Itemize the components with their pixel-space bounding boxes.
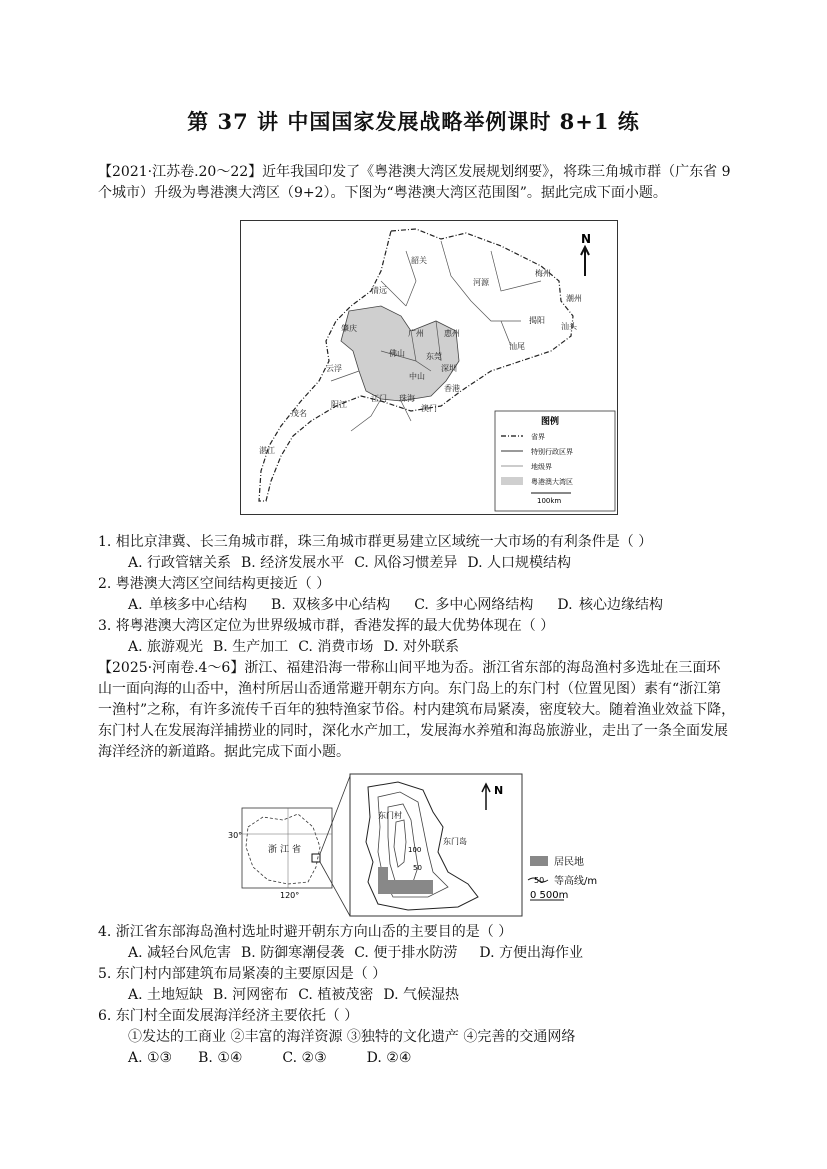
svg-text:地级界: 地级界 — [531, 463, 552, 471]
question-stem: 2. 粤港澳大湾区空间结构更接近（ ） — [98, 576, 331, 592]
svg-text:省界: 省界 — [531, 433, 545, 441]
city-label: 汕头 — [561, 322, 577, 331]
settlement-area — [378, 880, 433, 894]
city-label: 东莞 — [426, 352, 442, 361]
city-label: 潮州 — [566, 294, 582, 303]
city-label: 清远 — [371, 286, 387, 295]
city-label: 香港 — [444, 384, 460, 393]
question-options: A. ①③ B. ①④ C. ②③ D. ②④ — [128, 1050, 412, 1066]
svg-text:省: 省 — [292, 845, 302, 855]
city-label: 茂名 — [291, 409, 307, 418]
question-group-2 — [98, 922, 593, 1069]
settlement-area — [378, 867, 388, 882]
city-label: 韶关 — [411, 256, 427, 265]
svg-text:等高线/m: 等高线/m — [554, 876, 598, 887]
map-svg — [241, 221, 617, 514]
svg-text:浙: 浙 — [268, 845, 278, 855]
city-label: 阳江 — [331, 400, 347, 409]
svg-text:0 500m: 0 500m — [530, 890, 569, 901]
question-options: A. 旅游观光 B. 生产加工 C. 消费市场 D. 对外联系 — [128, 639, 459, 655]
question-stem: 1. 相比京津冀、长三角城市群，珠三角城市群更易建立区域统一大市场的有利条件是（ ） — [98, 534, 653, 550]
question-stem: 6. 东门村全面发展海洋经济主要依托（ ） — [98, 1008, 359, 1024]
svg-text:江: 江 — [280, 845, 290, 855]
city-label: 梅州 — [535, 269, 551, 278]
city-label: 汕尾 — [509, 342, 525, 351]
question-stem: 4. 浙江省东部海岛渔村选址时避开朝东方向山岙的主要目的是（ ） — [98, 924, 513, 940]
city-label: 惠州 — [444, 329, 460, 338]
svg-text:粤港澳大湾区: 粤港澳大湾区 — [531, 478, 573, 486]
svg-text:特别行政区界: 特别行政区界 — [531, 448, 573, 456]
city-label: 佛山 — [389, 349, 405, 358]
question-options: A. 单核多中心结构 B. 双核多中心结构 C. 多中心网络结构 D. 核心边缘结构 — [128, 597, 663, 613]
question-options: A. 土地短缺 B. 河网密布 C. 植被茂密 D. 气候湿热 — [128, 987, 459, 1003]
question-stem: 3. 将粤港澳大湾区定位为世界级城市群，香港发挥的最大优势体现在（ ） — [98, 618, 555, 634]
intro-paragraph-2: 【2025·河南卷.4～6】浙江、福建沿海一带称山间平地为岙。浙江省东部的海岛渔村多选址在三面环 山一面向海的山岙中，渔村所居山岙通常避开朝东方向。东门岛上的东门村（位置见图）素有“浙江第 一渔村”之称，有许多流传千百年的独特渔家节俗。村内建筑布局紧凑，密度较大。随着渔业效益下降， 东门村人在发展海洋捕捞业的同时，深化水产加工，发展海水养殖和海岛旅游业，走出了一条全面发展 海洋经济的新道路。据此完成下面小题。 — [98, 660, 736, 760]
svg-text:东门村: 东门村 — [378, 811, 402, 820]
city-label: 河源 — [473, 278, 489, 287]
question-group-1 — [98, 532, 673, 658]
city-label: 深圳 — [441, 364, 457, 373]
intro-paragraph-1: 【2021·江苏卷.20～22】近年我国印发了《粤港澳大湾区发展规划纲要》，将珠三角城市群（广东省 9 个城市）升级为粤港澳大湾区（9+2）。下图为“粤港澳大湾区范围图”。据此完成下面小题。 — [98, 164, 731, 201]
question-stem: 5. 东门村内部建筑布局紧凑的主要原因是（ ） — [98, 966, 387, 982]
map-legend — [495, 411, 615, 511]
city-label: 肇庆 — [341, 324, 357, 333]
city-label: 中山 — [409, 372, 425, 381]
north-label: N — [494, 784, 504, 797]
question-options: A. 减轻台风危害 B. 防御寒潮侵袭 C. 便于排水防涝 D. 方便出海作业 — [128, 945, 583, 961]
city-label: 湛江 — [259, 446, 275, 455]
north-label: N — [581, 232, 592, 246]
svg-text:100km: 100km — [537, 497, 562, 505]
city-label: 澳门 — [421, 404, 437, 413]
svg-text:图例: 图例 — [541, 417, 560, 427]
north-arrow-icon — [581, 247, 589, 276]
greater-bay-area-map — [240, 220, 618, 515]
question-options: A. 行政管辖关系 B. 经济发展水平 C. 风俗习惯差异 D. 人口规模结构 — [128, 555, 571, 571]
svg-text:120°: 120° — [280, 891, 300, 900]
city-label: 云浮 — [326, 364, 342, 373]
svg-text:50: 50 — [413, 864, 422, 872]
city-label: 广州 — [408, 329, 424, 338]
city-label: 珠海 — [399, 394, 415, 403]
question-statements: ①发达的工商业 ②丰富的海洋资源 ③独特的文化遗产 ④完善的交通网络 — [128, 1029, 576, 1045]
svg-text:30°: 30° — [228, 831, 243, 840]
svg-text:100: 100 — [408, 846, 422, 854]
svg-text:50: 50 — [534, 876, 545, 885]
city-label: 揭阳 — [529, 316, 545, 325]
svg-text:居民地: 居民地 — [554, 857, 584, 868]
city-label: 江门 — [371, 394, 387, 403]
dongmen-island-map — [228, 772, 598, 920]
svg-text:东门岛: 东门岛 — [443, 837, 467, 846]
page-title: 第 37 讲 中国国家发展战略举例课时 8+1 练 — [187, 109, 640, 134]
